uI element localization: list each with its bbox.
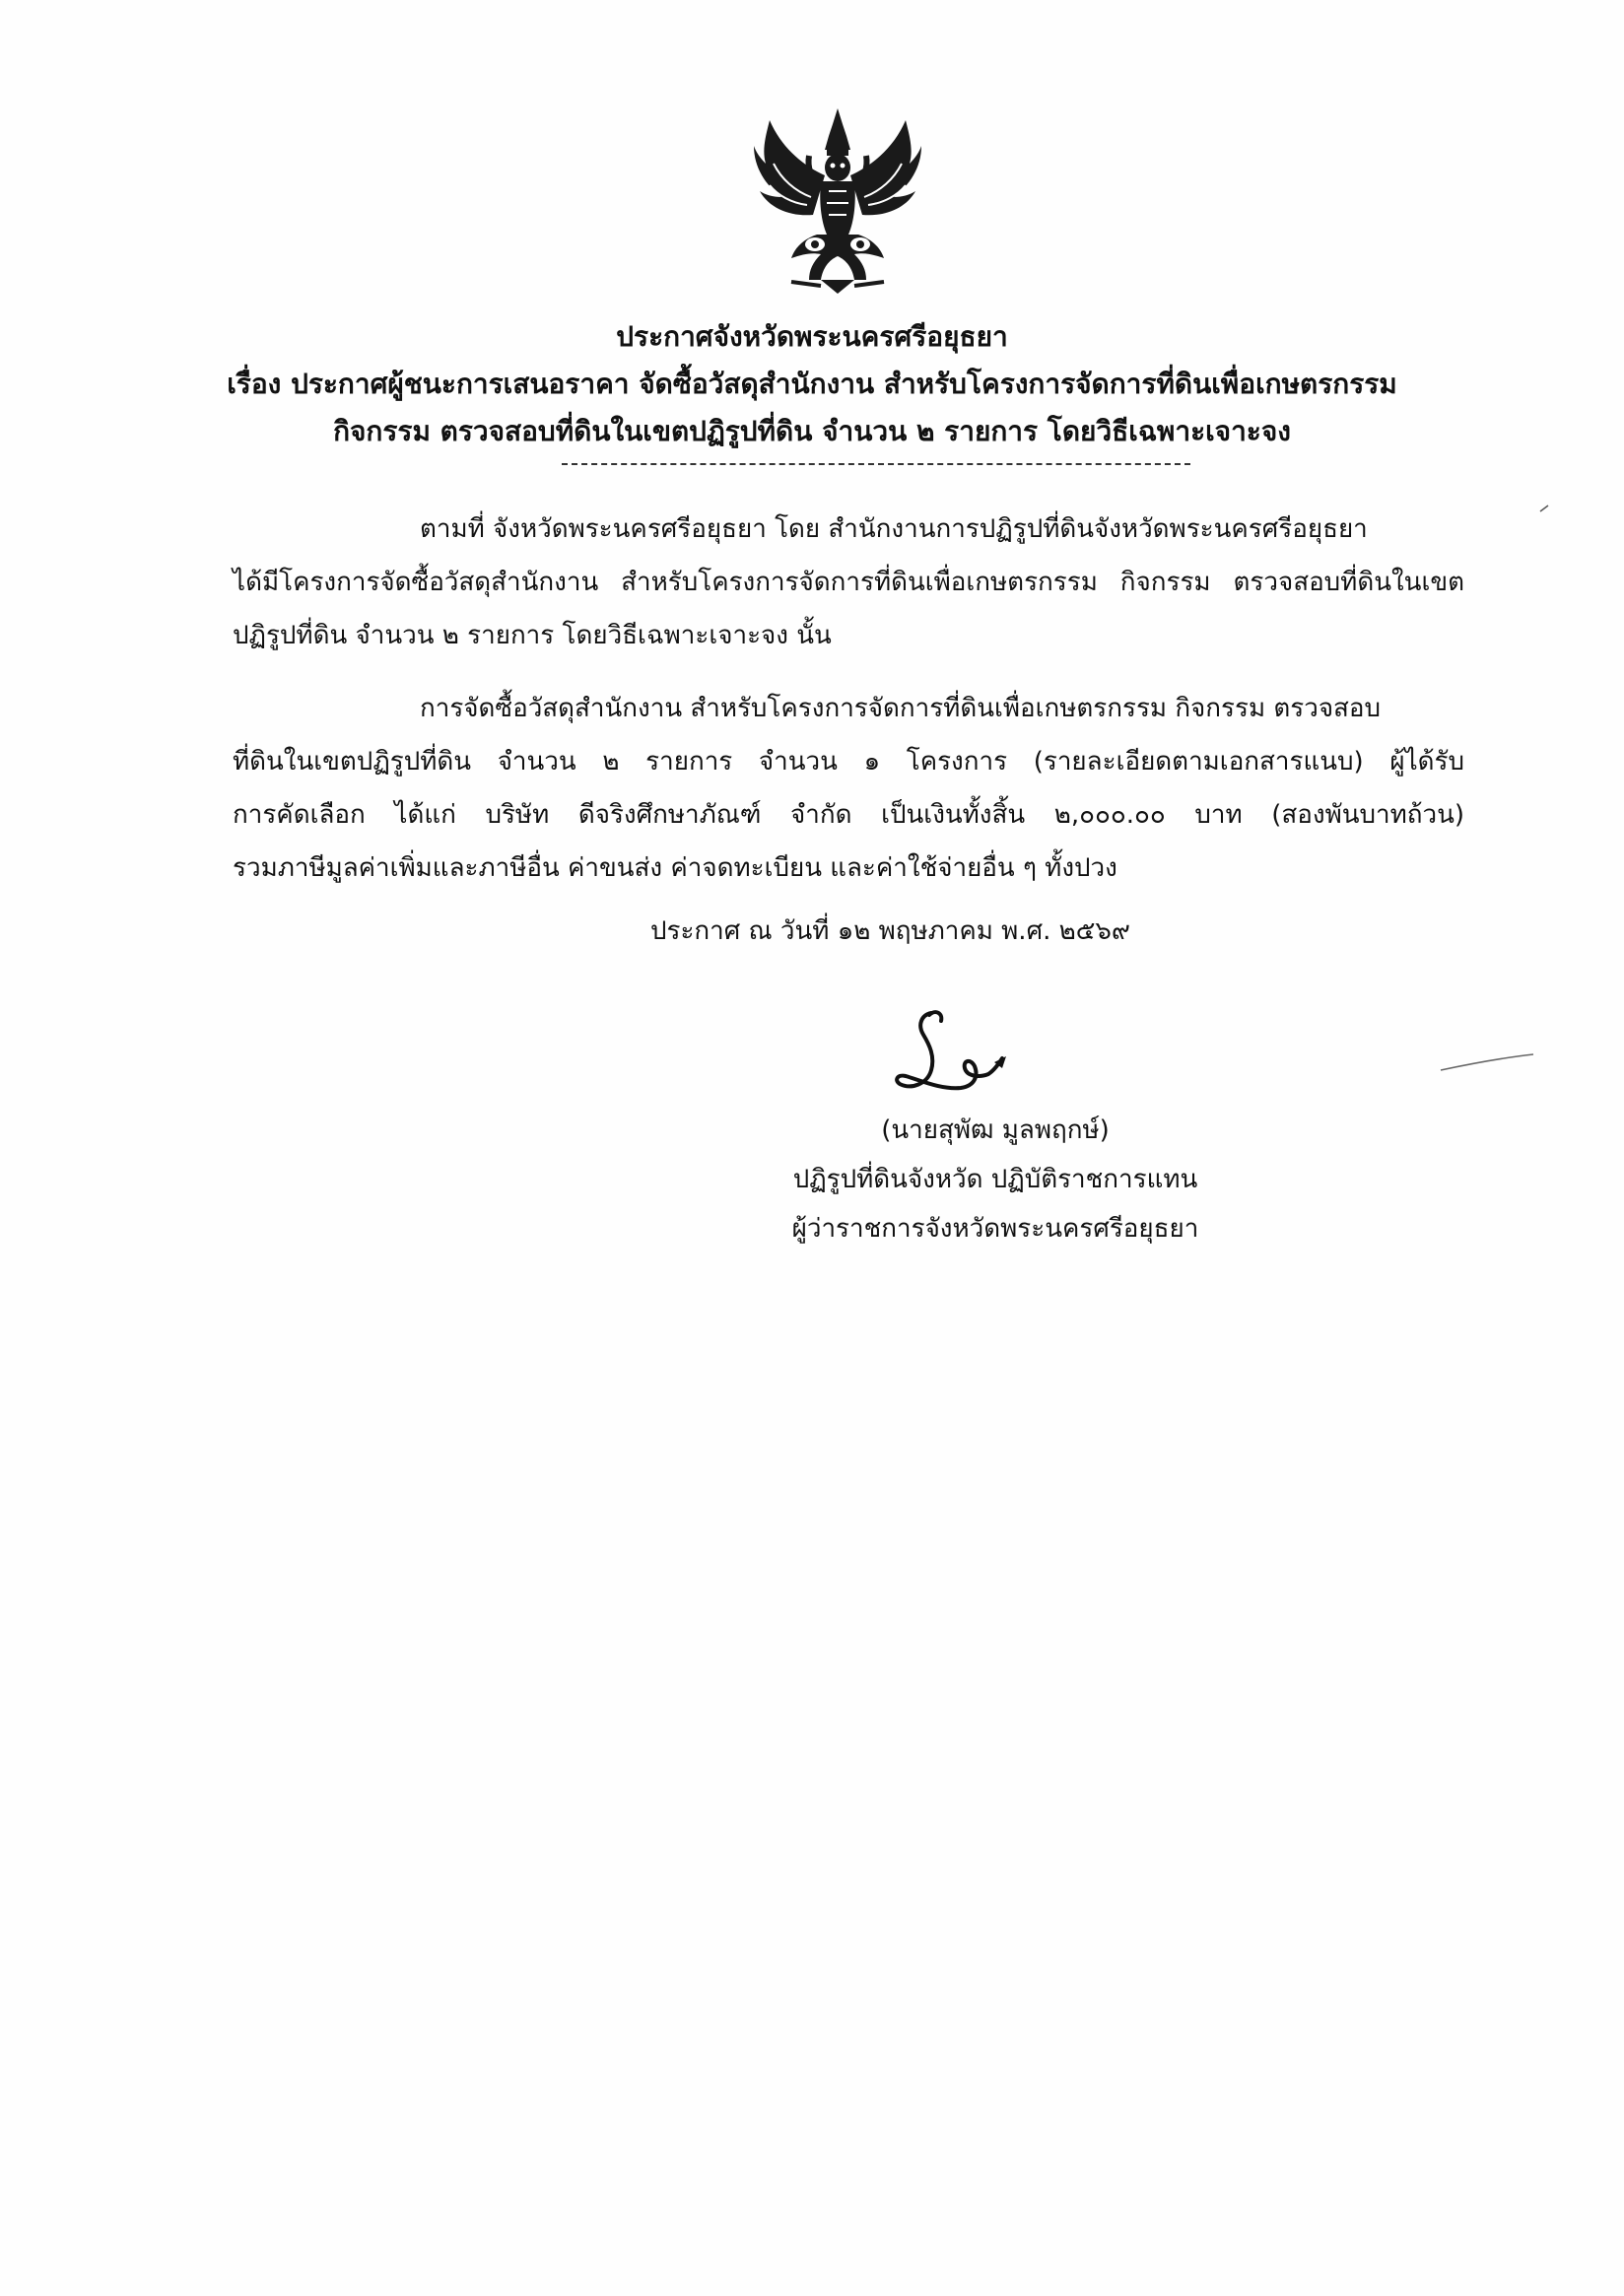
announcement-subject-continued: กิจกรรม ตรวจสอบที่ดินในเขตปฏิรูปที่ดิน จำนวน ๒ รายการ โดยวิธีเฉพาะเจาะจง (333, 415, 1291, 447)
announcement-title: ประกาศจังหวัดพระนครศรีอยุธยา (616, 320, 1008, 353)
announcement-date: ประกาศ ณ วันที่ ๑๒ พฤษภาคม พ.ศ. ๒๕๖๙ (650, 916, 1130, 946)
stray-mark (1539, 505, 1549, 512)
signer-name: (นายสุพัฒ มูลพฤกษ์) (881, 1115, 1110, 1145)
header-divider (562, 463, 1190, 465)
announcement-subject: เรื่อง ประกาศผู้ชนะการเสนอราคา จัดซื้อวัสดุสำนักงาน สำหรับโครงการจัดการที่ดินเพื่อเกษตรกรรม (227, 368, 1397, 400)
paragraph-line: รวมภาษีมูลค่าเพิ่มและภาษีอื่น ค่าขนส่ง ค่าจดทะเบียน และค่าใช้จ่ายอื่น ๆ ทั้งปวง (233, 853, 1117, 883)
paragraph-line: การจัดซื้อวัสดุสำนักงาน สำหรับโครงการจัดการที่ดินเพื่อเกษตรกรรม กิจกรรม ตรวจสอบ (420, 694, 1382, 723)
signer-position: ปฏิรูปที่ดินจังหวัด ปฏิบัติราชการแทน (792, 1165, 1198, 1194)
handwritten-signature (892, 1005, 1030, 1112)
paragraph-line: ปฏิรูปที่ดิน จำนวน ๒ รายการ โดยวิธีเฉพาะเจาะจง นั้น (233, 621, 832, 650)
paragraph-line: ตามที่ จังหวัดพระนครศรีอยุธยา โดย สำนักงานการปฏิรูปที่ดินจังหวัดพระนครศรีอยุธยา (420, 514, 1368, 544)
signer-position: ผู้ว่าราชการจังหวัดพระนครศรีอยุธยา (791, 1214, 1199, 1244)
stray-mark (1439, 1050, 1537, 1074)
signer-block (680, 1106, 1311, 1253)
announcement-header (148, 313, 1476, 455)
paragraph-background (233, 503, 1464, 662)
garuda-emblem-icon (752, 106, 923, 294)
paragraph-award (233, 682, 1464, 895)
paragraph-line: การคัดเลือก ได้แก่ บริษัท ดีจริงศึกษาภัณฑ์ จำกัด เป็นเงินทั้งสิ้น ๒,๐๐๐.๐๐ บาท (สองพันบาทถ้วน) (233, 800, 1464, 830)
paragraph-line: ที่ดินในเขตปฏิรูปที่ดิน จำนวน ๒ รายการ จำนวน ๑ โครงการ (รายละเอียดตามเอกสารแนบ) ผู้ได้รับ (233, 747, 1464, 777)
paragraph-line: ได้มีโครงการจัดซื้อวัสดุสำนักงาน สำหรับโครงการจัดการที่ดินเพื่อเกษตรกรรม กิจกรรม ตรวจสอบที่ดินในเขต (233, 568, 1464, 597)
